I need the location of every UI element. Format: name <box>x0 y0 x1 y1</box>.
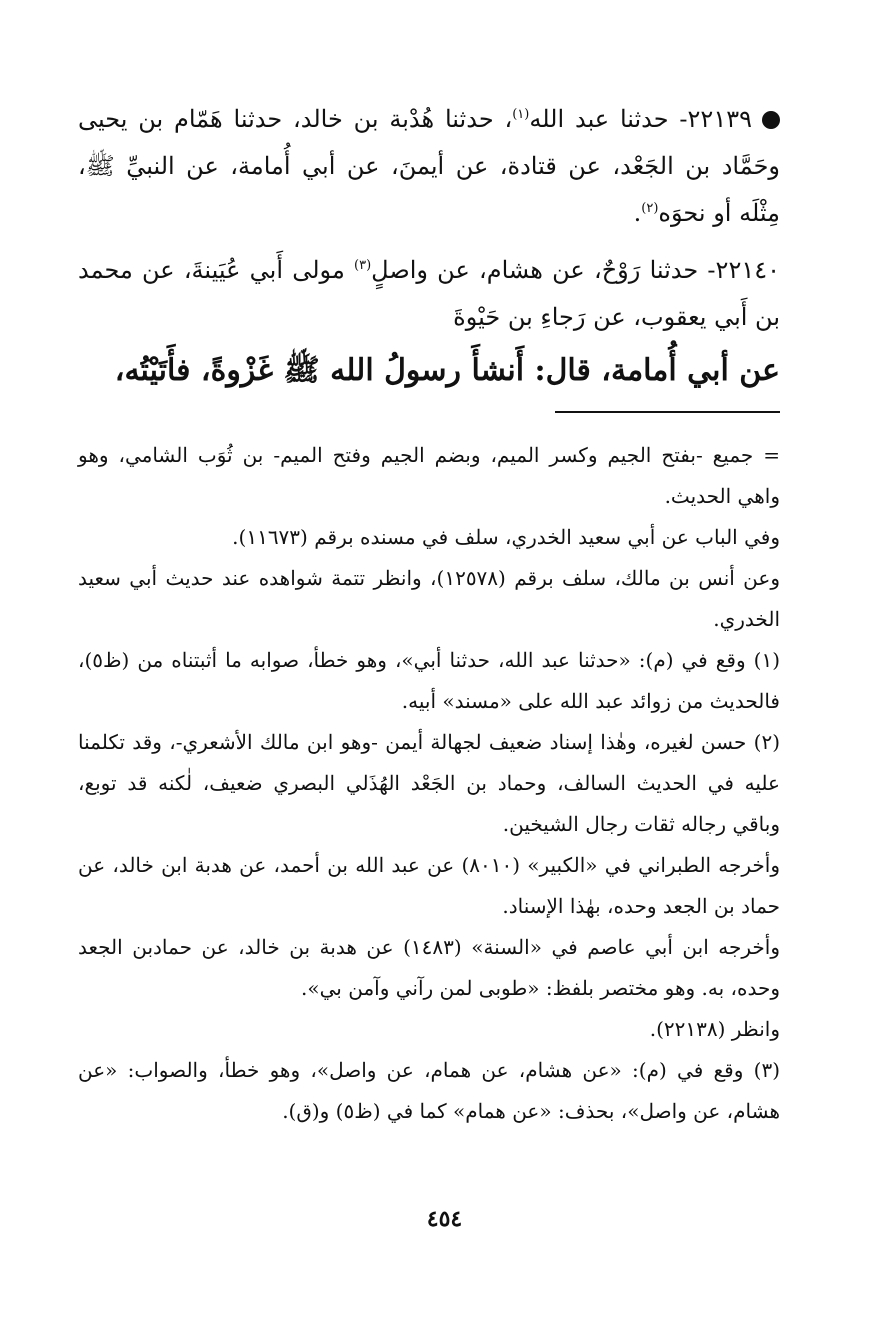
footnote-2: (٢) حسن لغيره، وهٰذا إسناد ضعيف لجهالة أيمن -وهو ابن مالك الأشعري-، وقد تكلمنا عليه في الحديث السالف، وحماد بن الجَعْد الهُذَلي البصري ضعيف، لٰكنه قد توبع، وباقي رجاله ثقات رجال الشيخين. <box>78 730 780 836</box>
hadith-22139-text-b: ، حدثنا هُدْبة بن خالد، حدثنا هَمّام بن يحيى وحَمَّاد بن الجَعْد، عن قتادة، عن أيمنَ، عن أبي أُمامة، عن النبيِّ ﷺ، مِثْلَه أو نحوَه <box>78 105 780 227</box>
page-number: ٤٥٤ <box>426 1206 463 1232</box>
hadith-22139-text-a: ٢٢١٣٩- حدثنا عبد الله <box>529 105 752 133</box>
footnote-separator <box>555 411 780 413</box>
hadith-22140-isnad <box>78 247 780 341</box>
hadith-22140-text-b: مولى أَبي عُيَينةَ، عن محمد بن أَبي يعقوب، عن رَجاءِ بن حَيْوةَ <box>78 256 780 331</box>
footnote-ref-1: (١) <box>512 107 530 122</box>
bullet-icon <box>762 111 780 129</box>
footnote-ref-2: (٢) <box>641 201 659 216</box>
footnote-paragraph: وأخرجه ابن أبي عاصم في «السنة» (١٤٨٣) عن هدبة بن خالد، عن حمادبن الجعد وحده، به. وهو مختصر بلفظ: «طوبى لمن رآني وآمن بي». <box>78 935 780 1000</box>
footnote-ref-3: (٣) <box>354 258 372 273</box>
footnote-paragraph: وعن أنس بن مالك، سلف برقم (١٢٥٧٨)، وانظر تتمة شواهده عند حديث أبي سعيد الخدري. <box>78 566 780 631</box>
hadith-22139 <box>78 96 780 237</box>
footnote-3: (٣) وقع في (م): «عن هشام، عن همام، عن واصل»، وهو خطأ، والصواب: «عن هشام، عن واصل»، بحذف: «عن همام» كما في (ظ٥) و(ق). <box>78 1058 781 1123</box>
hadith-22140-matn: عن أبي أُمامة، قال: أَنشأَ رسولُ الله ﷺ غَزْوةً، فأَتَيْتُه، <box>114 353 780 388</box>
footnote-paragraph: وأخرجه الطبراني في «الكبير» (٨٠١٠) عن عبد الله بن أحمد، عن هدبة ابن خالد، عن حماد بن الجعد وحده، بهٰذا الإسناد. <box>78 853 781 918</box>
hadith-22139-text-c: . <box>633 199 642 227</box>
footnotes <box>78 435 780 1132</box>
footnote-paragraph: وانظر (٢٢١٣٨). <box>649 1017 780 1041</box>
footnote-continuation: = جميع -بفتح الجيم وكسر الميم، وبضم الجيم وفتح الميم- بن ثُوَب الشامي، وهو واهي الحديث. <box>78 443 780 508</box>
hadith-22140-text-a: ٢٢١٤٠- حدثنا رَوْحٌ، عن هشام، عن واصلٍ <box>371 256 780 284</box>
page-body <box>78 96 780 1132</box>
footnote-1: (١) وقع في (م): «حدثنا عبد الله، حدثنا أبي»، وهو خطأ، صوابه ما أثبتناه من (ظ٥)، فالحديث من زوائد عبد الله على «مسند» أبيه. <box>78 648 781 713</box>
footnote-paragraph: وفي الباب عن أبي سعيد الخدري، سلف في مسنده برقم (١١٦٧٣). <box>232 525 780 549</box>
